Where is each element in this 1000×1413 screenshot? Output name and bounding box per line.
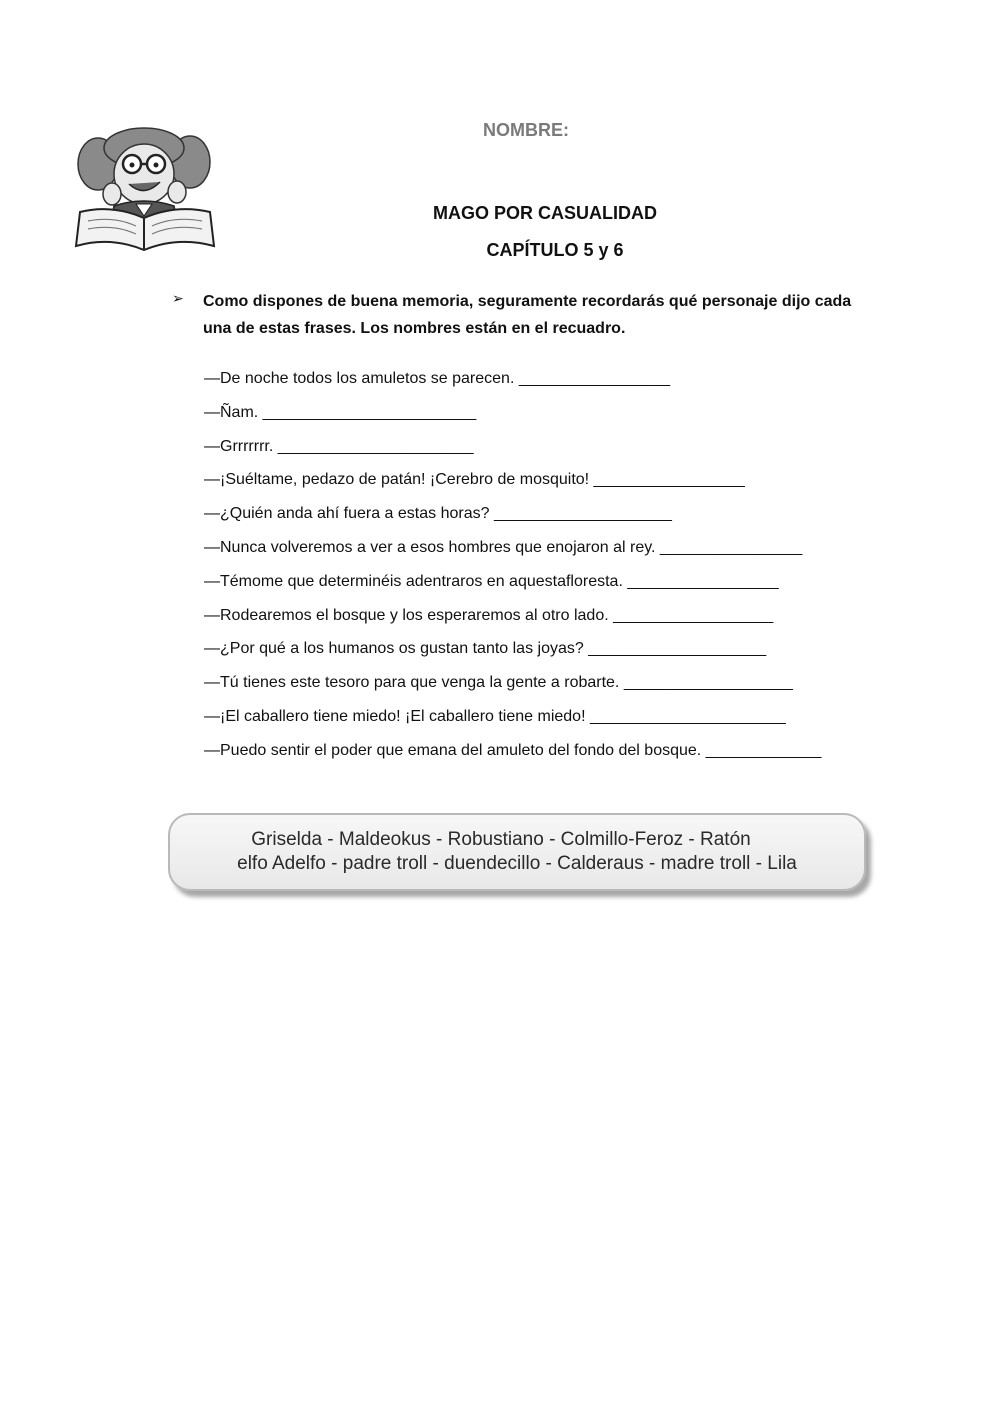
sentence-item: —Témome que determinéis adentraros en aquestafloresta. _________________ <box>204 572 779 590</box>
names-line-2: elfo Adelfo - padre troll - duendecillo - Calderaus - madre troll - Lila <box>237 853 797 874</box>
sentence-item: —¡El caballero tiene miedo! ¡El caballero tiene miedo! ______________________ <box>204 707 786 725</box>
name-label: NOMBRE: <box>483 120 569 140</box>
sentence-item: —¿Quién anda ahí fuera a estas horas? ____________________ <box>204 505 672 523</box>
arrow-bullet-icon: ➢ <box>172 290 184 306</box>
sentence-item: —Puedo sentir el poder que emana del amuleto del fondo del bosque. _____________ <box>204 741 822 759</box>
sentence-item: —Tú tienes este tesoro para que venga la gente a robarte. ___________________ <box>204 674 793 692</box>
chapter-title: CAPÍTULO 5 y 6 <box>486 240 624 260</box>
sentence-item: —¡Suéltame, pedazo de patán! ¡Cerebro de mosquito! _________________ <box>204 471 745 489</box>
instruction-text: Como dispones de buena memoria, seguramente recordarás qué personaje dijo cada una de estas frases. Los nombres están en el recuadro. <box>203 293 852 337</box>
sentence-item: —De noche todos los amuletos se parecen. _________________ <box>204 370 671 387</box>
sentence-item: —¿Por qué a los humanos os gustan tanto las joyas? ____________________ <box>204 640 767 658</box>
names-line-1: Griselda - Maldeokus - Robustiano - Colmillo-Feroz - Ratón <box>251 829 751 850</box>
sentence-item: —Grrrrrrr. ______________________ <box>204 437 474 455</box>
sentence-item: —Nunca volveremos a ver a esos hombres que enojaron al rey. ________________ <box>204 538 803 556</box>
sentence-item: —Ñam. ________________________ <box>204 403 477 421</box>
worksheet-title: MAGO POR CASUALIDAD <box>433 203 657 223</box>
sentence-item: —Rodearemos el bosque y los esperaremos al otro lado. __________________ <box>204 606 774 624</box>
sentence-list <box>204 366 821 772</box>
girl-reading-book-icon <box>74 126 216 254</box>
character-names-box <box>168 813 866 891</box>
